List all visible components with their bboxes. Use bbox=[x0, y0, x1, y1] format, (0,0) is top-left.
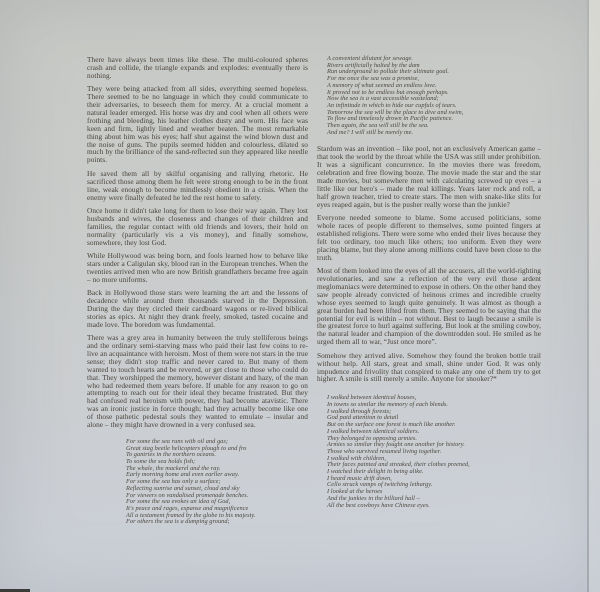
sleeve-edge-band bbox=[589, 0, 600, 592]
poem-line: The whale, the mackerel and the ray. bbox=[126, 464, 221, 472]
poem-line: A memory of what seemed an endless love. bbox=[327, 81, 437, 89]
sea-poem-part-2 bbox=[327, 56, 541, 136]
poem-line: I watched their delight in being alike. bbox=[327, 468, 424, 476]
prose-paragraph: They were being attacked from all sides, everything seemed hopeless. There seemed to be no language in which they could communicate to their adversaries, to beseech them for mercy. At a crucial moment a natural leader emerged. His horse was dry and cool when all others were frothing and bleeding, his leather clothes dusty and worn. His face was keen and firm, lightly lined and weather beaten. The most remarkable thing about him was his eyes; half shut against the wind blown dust and the noise of guns. The pupils seemed hidden and colourless, dilated so much by the brilliance of the sand-reflected sun they appeared like needle points. bbox=[87, 84, 308, 165]
poem-line: Early morning home and even earlier away. bbox=[126, 471, 240, 479]
poem-line: I walked through forests; bbox=[327, 407, 392, 415]
poem-line: In towns so similar the memory of each blends. bbox=[327, 401, 449, 409]
left-prose-block bbox=[87, 56, 308, 429]
poem-line: They belonged to opposing armies. bbox=[327, 434, 417, 442]
poem-line: For me once the sea was a promise, bbox=[327, 75, 420, 83]
poem-line: For some the sea evokes an idea of God, bbox=[126, 498, 231, 506]
poem-line: To flow and timelessly drown in Pacific patience. bbox=[327, 115, 454, 123]
poem-line: For some the sea runs with oil and gas; bbox=[126, 437, 228, 445]
poem-line: Tomorrow the sea will be the place to dive and swim, bbox=[327, 108, 464, 116]
poem-line: I walked between identical soldiers. bbox=[327, 427, 420, 435]
poem-line: It's peace and rages, expanse and magnificence bbox=[126, 505, 249, 512]
poem-line: And the junkies in the billiard hall – bbox=[327, 494, 420, 502]
poem-line: To gantries in the northern oceans. bbox=[126, 451, 217, 459]
poem-line: It proved not to be endless but enough perhaps. bbox=[327, 88, 449, 96]
poem-line: Their faces painted and streaked, their clothes preened, bbox=[327, 461, 470, 469]
poem-line: Run underground to pollute their ultimate goal. bbox=[327, 68, 450, 76]
poem-line: Reflecting sunrise and sunset, cloud and sky bbox=[126, 484, 240, 492]
poem-line: Now the sea is a vast accessible wasteland; bbox=[327, 95, 439, 103]
poem-line: For viewers on vandalised promenade benches. bbox=[126, 491, 249, 499]
poem-line: Then again, the sea will still be the sea. bbox=[327, 122, 429, 130]
poem-line: For some the sea has only a surface; bbox=[126, 478, 221, 486]
cowboys-poem bbox=[327, 395, 541, 509]
poem-line: But on the surface one forest is much like another. bbox=[327, 421, 456, 429]
prose-paragraph: Most of them looked into the eyes of all the accusers, all the world-righting revolutionaries, and saw a reflection of the very evil those ardent meglomaniacs were determined to expose in others. On the other hand they saw people already convicted of heinous crimes and incredible cruelty whose eyes seemed to laugh quite genuinely. It was almost as though a great burden had been lifted from them. They seemed to be saying that the potential for evil is within – not without. Best to laugh because a smile is the greatest force to hurl against suffering. But look at the smiling cowboy, the natural leader and champion of the downtrodden soul. He smiled as he urged them all to war, “Just once more”. bbox=[317, 266, 541, 347]
prose-paragraph: While Hollywood was being born, and fools learned how to behave like stars under a Caligulan sky, blood ran in the European trenches. When the twenties arrived men who are now British grandfathers became free again – no more uniforms. bbox=[87, 250, 308, 284]
right-text-column bbox=[317, 56, 541, 509]
poem-line: I heard music drift down, bbox=[327, 474, 392, 482]
sea-poem-part-1 bbox=[126, 439, 308, 526]
prose-paragraph: Everyone needed someone to blame. Some accused politicians, some whole races of people different to themselves, some pointed fingers at established religions. There were some who ended their lives because they felt too ordinary, too much like others; too uniform. Even they were placing blame, but they alone among millions could have been close to the truth. bbox=[317, 213, 541, 262]
prose-paragraph: Somehow they arrived alive. Somehow they found the broken bottle trail without help. All stars, great and small, shine under God. It was only impudence and frivolity that conspired to make any one of them try to get higher. A smile is still merely a smile. Anyone for snooker?* bbox=[317, 350, 541, 384]
right-prose-block bbox=[317, 145, 541, 383]
prose-paragraph: He saved them all by skilful organising and rallying rhetoric. He sacrificed those among them he felt were strong enough to be in the front line, weak enough to become mindlessly obedient in a crisis. When the enemy were finally defeated he led the rest home to safety. bbox=[87, 168, 308, 202]
poem-line: Cello struck vamps of twitching lethargy. bbox=[327, 481, 433, 489]
poem-line: For others the sea is a dumping ground; bbox=[126, 518, 230, 526]
prose-paragraph: There was a grey area in humanity between the truly stelliferous beings and the ordinary semi-starving mass who paid their last few coins to re-live an acquaintance with heroism. Most of them were not stars in the true sense; they didn't stop traffic and never cared to. But many of them wanted to touch hearts and be revered, or get close to those who could do that. They worshipped the memory, however distant and hazy, of the man who had redeemed them years before. If unable for any reason to go on attempting to reach out for their ideal they became frustrated. But they had confused real heroism with power, they had become atavistic. There was an ironic justice in force though; had they actually become like one of those pathetic pedestal souls they wanted to emulate – insular and alone – they might have drowned in a very confused sea. bbox=[87, 333, 308, 430]
poem-line: All a testament framed by the globe to his majesty. bbox=[126, 511, 256, 519]
poem-line: Armies so similar they fought one another for history. bbox=[327, 441, 465, 449]
poem-line: And me? I will still be merely me. bbox=[327, 128, 414, 136]
poem-line: I looked at the heroes bbox=[327, 488, 383, 496]
poem-line: Rivers artificially halted by the dam bbox=[327, 61, 420, 69]
left-text-column bbox=[87, 56, 308, 526]
poem-line: Those who survived resumed living together. bbox=[327, 447, 442, 455]
poem-line: To some the sea holds fish; bbox=[126, 458, 196, 466]
poem-line: God paid attention to detail bbox=[327, 414, 399, 422]
prose-paragraph: Stardom was an invention – like pool, not an exclusively American game – that took the world by the throat while the USA was still under prohibition. It was a significant concurrence. In the movies there was freedom, celebration and free flowing booze. The movie made the star and the star made movies, but somewhere men with calculating screwed up eyes – a little like our hero's – made the real killings. Years later rock and roll, a half grown teacher, tried to create stars. The men with snake-like slits for eyes reaped again, but is the pusher really worse than the junkie? bbox=[317, 144, 541, 209]
poem-line: Great stag beetle helicopters plough to and fro bbox=[126, 444, 247, 452]
poem-line: A convenient dilutant for sewage. bbox=[327, 55, 414, 62]
poem-line: An infinitude in which to hide our cupfuls of tears. bbox=[327, 101, 457, 109]
prose-paragraph: Back in Hollywood those stars were learning the art and the lessons of decadence while around them thousands starved in the Depression. During the day they circled their cardboard wagons or re-lived biblical stories as epics. At night they drank freely, smoked, tasted cocaine and made love. The boredom was fundamental. bbox=[87, 288, 308, 329]
prose-paragraph: Once home it didn't take long for them to lose their way again. They lost husbands and wives, the closeness and changes of their children and families, the regular contact with old friends and lovers, their hold on normality (particularly vis a vis money), and finally somehow, somewhere, they lost God. bbox=[87, 205, 308, 247]
poem-line: All the best cowboys have Chinese eyes. bbox=[327, 501, 430, 509]
prose-paragraph: There have always been times like these. The multi-coloured spheres crash and collide, the triangle expands and explodes: eventually there is nothing. bbox=[87, 55, 308, 80]
poem-line: I walked with children, bbox=[327, 454, 386, 462]
poem-line: I walked between identical houses, bbox=[327, 394, 417, 402]
